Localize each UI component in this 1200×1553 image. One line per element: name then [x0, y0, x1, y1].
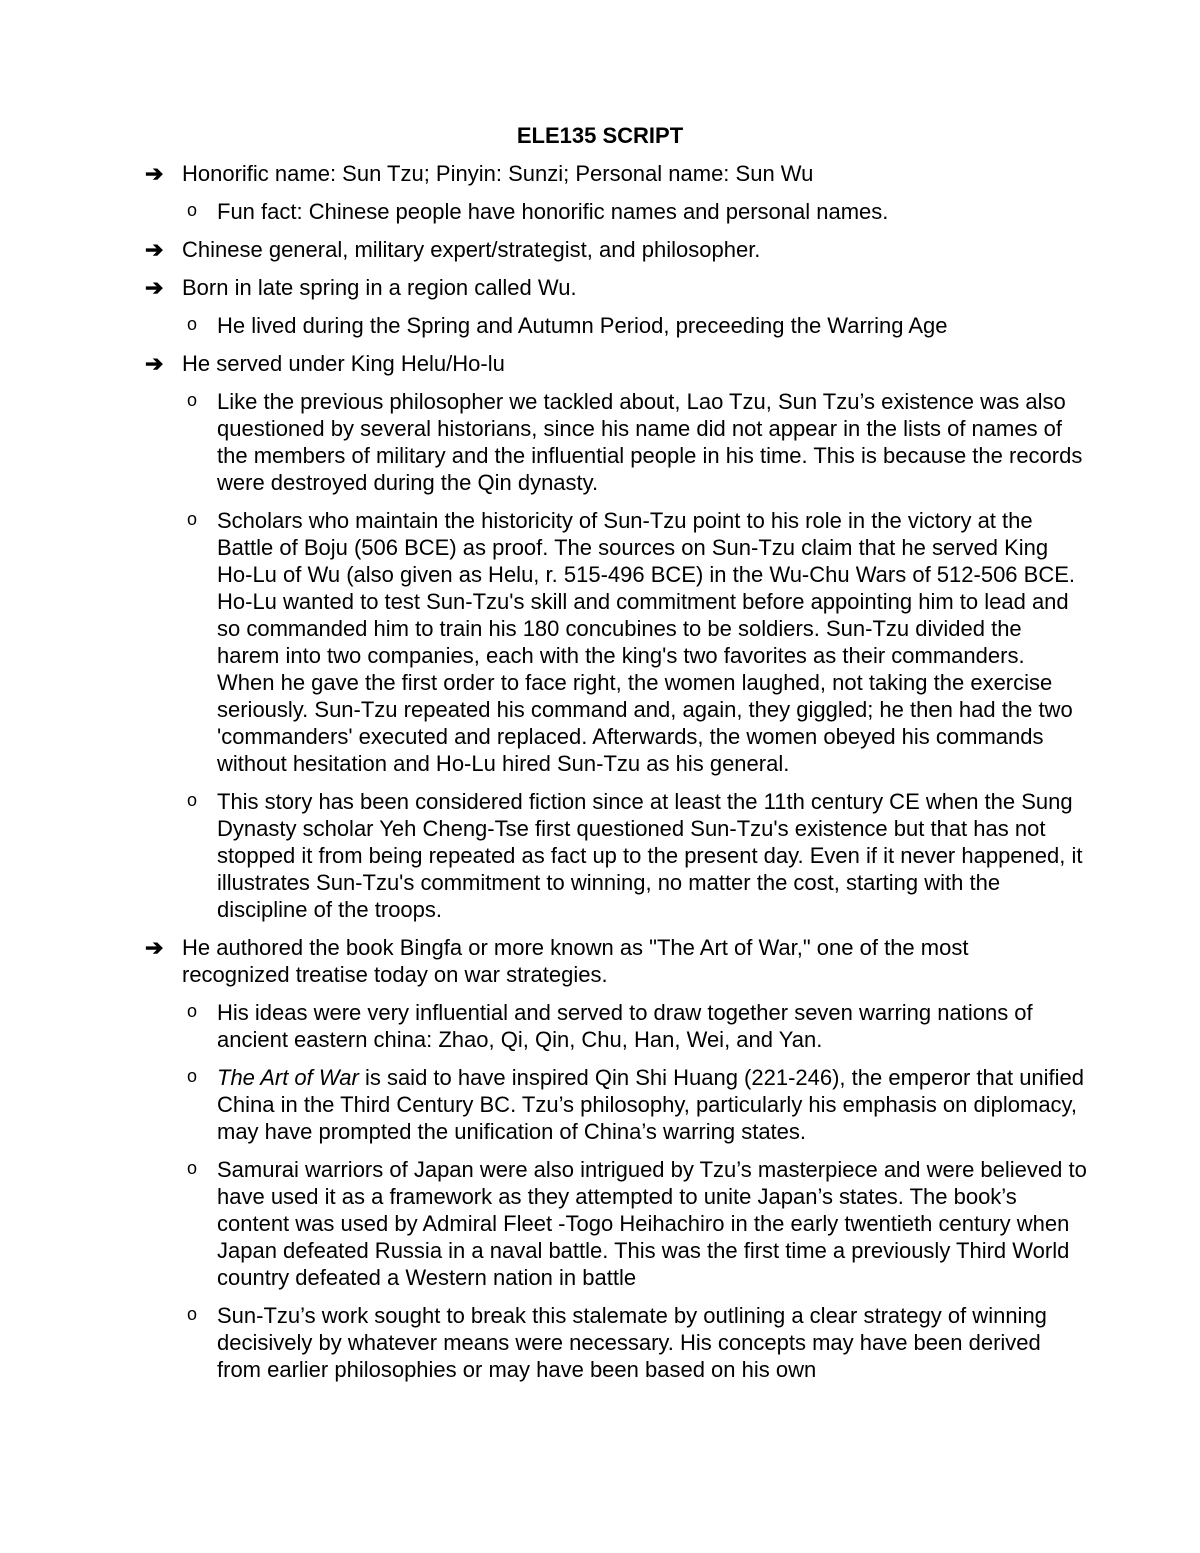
- list-item: [0, 236, 1052, 263]
- arrow-bullet-icon: ➔: [145, 351, 164, 376]
- arrow-bullet-icon: ➔: [145, 275, 164, 300]
- circle-bullet-icon: o: [187, 1001, 198, 1021]
- circle-bullet-icon: o: [187, 390, 198, 410]
- circle-bullet-icon: o: [187, 790, 198, 810]
- sub-list-item: [0, 198, 1087, 225]
- circle-bullet-icon: o: [187, 1158, 198, 1178]
- list-item-text: Honorific name: Sun Tzu; Pinyin: Sunzi; Personal name: Sun Wu: [182, 161, 814, 186]
- sub-list-item: [0, 1064, 1087, 1145]
- circle-bullet-icon: o: [187, 314, 198, 334]
- circle-bullet-icon: o: [187, 509, 198, 529]
- sub-list-item: [0, 999, 1087, 1053]
- list-item-text: His ideas were very influential and served to draw together seven warring nations of ancient eastern china: Zhao, Qi, Qin, Chu, Han, Wei, and Yan.: [217, 1000, 1033, 1052]
- bullet-list: [0, 160, 1200, 1383]
- list-item-text: Scholars who maintain the historicity of Sun-Tzu point to his role in the victory at the Battle of Boju (506 BCE) as proof. The sources on Sun-Tzu claim that he served King Ho-Lu of Wu (also given as Helu, r. 515-496 BCE) in the Wu-Chu Wars of 512-506 BCE. Ho-Lu wanted to test Sun-Tzu's skill and commitment before appointing him to lead and so commanded him to train his 180 concubines to be soldiers. Sun-Tzu divided the harem into two companies, each with the king's two favorites as their commanders. When he gave the first order to face right, the women laughed, not taking the exercise seriously. Sun-Tzu repeated his command and, again, they giggled; he then had the two 'commanders' executed and replaced. Afterwards, the women obeyed his commands without hesitation and Ho-Lu hired Sun-Tzu as his general.: [217, 508, 1075, 776]
- list-item-text: Fun fact: Chinese people have honorific names and personal names.: [217, 199, 889, 224]
- arrow-bullet-icon: ➔: [145, 161, 164, 186]
- sub-list-item: [0, 1302, 1087, 1383]
- sub-list-item: [0, 788, 1087, 923]
- list-item-text: He lived during the Spring and Autumn Period, preceeding the Warring Age: [217, 313, 948, 338]
- list-item-text: Sun-Tzu’s work sought to break this stalemate by outlining a clear strategy of winning decisively by whatever means were necessary. His concepts may have been derived from earlier philosophies or may have been based on his own: [217, 1303, 1047, 1382]
- sub-list-item: [0, 312, 1087, 339]
- list-item-text: He authored the book Bingfa or more known as "The Art of War," one of the most recognized treatise today on war strategies.: [182, 935, 969, 987]
- circle-bullet-icon: o: [187, 1304, 198, 1324]
- arrow-bullet-icon: ➔: [145, 935, 164, 960]
- list-item-text: Chinese general, military expert/strategist, and philosopher.: [182, 237, 761, 262]
- list-item-text: Born in late spring in a region called Wu.: [182, 275, 577, 300]
- circle-bullet-icon: o: [187, 1066, 198, 1086]
- sub-list-item: [0, 507, 1087, 777]
- list-item: [0, 274, 1052, 301]
- list-item: [0, 160, 1052, 187]
- book-title-italic: The Art of War: [217, 1065, 359, 1090]
- sub-list-item: [0, 388, 1087, 496]
- list-item: [0, 934, 1052, 988]
- circle-bullet-icon: o: [187, 200, 198, 220]
- list-item-text: Samurai warriors of Japan were also intrigued by Tzu’s masterpiece and were believed to have used it as a framework as they attempted to unite Japan’s states. The book’s content was used by Admiral Fleet -Togo Heihachiro in the early twentieth century when Japan defeated Russia in a naval battle. This was the first time a previously Third World country defeated a Western nation in battle: [217, 1157, 1087, 1290]
- arrow-bullet-icon: ➔: [145, 237, 164, 262]
- list-item-text: He served under King Helu/Ho-lu: [182, 351, 505, 376]
- list-item-text: This story has been considered fiction since at least the 11th century CE when the Sung Dynasty scholar Yeh Cheng-Tse first questioned Sun-Tzu's existence but that has not stopped it from being repeated as fact up to the present day. Even if it never happened, it illustrates Sun-Tzu's commitment to winning, no matter the cost, starting with the discipline of the troops.: [217, 789, 1083, 922]
- list-item-text: Like the previous philosopher we tackled about, Lao Tzu, Sun Tzu’s existence was also questioned by several historians, since his name did not appear in the lists of names of the members of military and the influential people in his time. This is because the records were destroyed during the Qin dynasty.: [217, 389, 1083, 495]
- list-item: [0, 350, 1052, 377]
- document-title: ELE135 SCRIPT: [516, 123, 684, 148]
- list-item-text: is said to have inspired Qin Shi Huang (221-246), the emperor that unified China in the Third Century BC. Tzu’s philosophy, particularly his emphasis on diplomacy, may have prompted the unification of China’s warring states.: [217, 1065, 1085, 1144]
- sub-list-item: [0, 1156, 1087, 1291]
